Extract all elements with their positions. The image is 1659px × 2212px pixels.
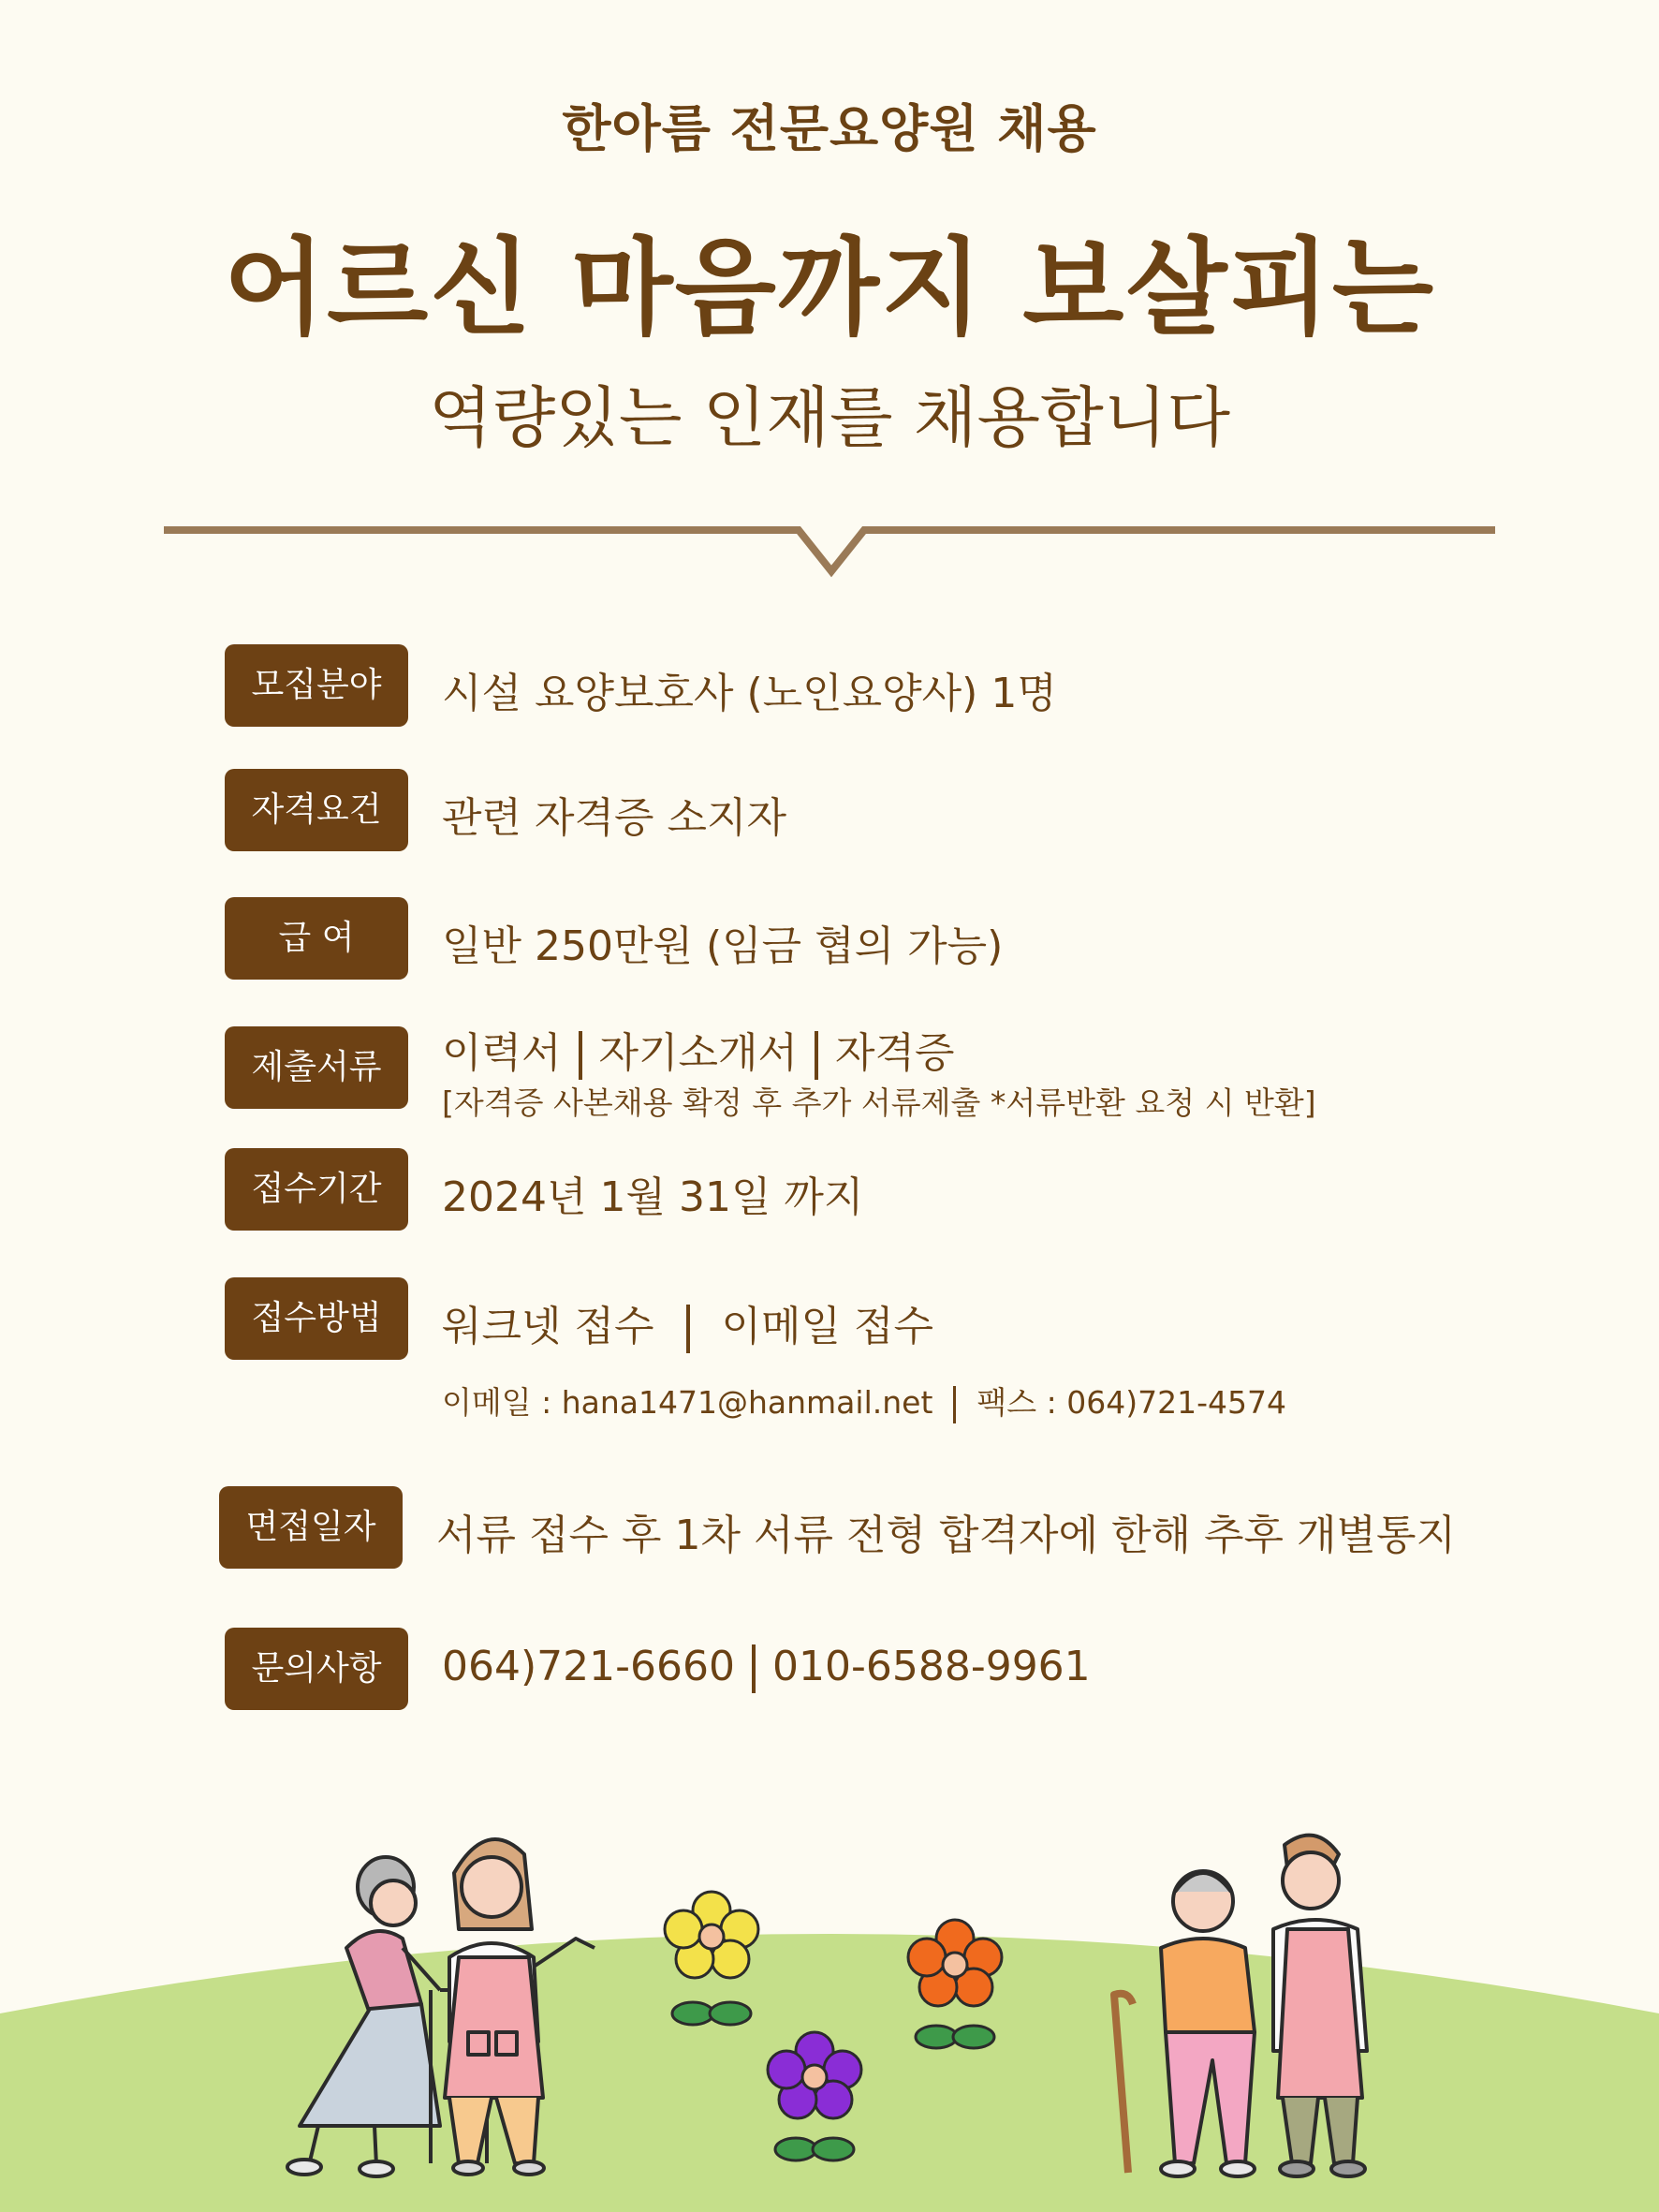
- care-illustration: [0, 1817, 1659, 2212]
- documents-list: [442, 1019, 955, 1080]
- documents-note: [자격증 사본채용 확정 후 추가 서류제출 *서류반환 요청 시 반환]: [442, 1084, 1316, 1121]
- phone-number: 064)721-6660: [442, 1643, 735, 1690]
- qualification-value: 관련 자격증 소지자: [442, 794, 787, 842]
- interview-value: 서류 접수 후 1차 서류 전형 합격자에 한해 추후 개별통지: [436, 1512, 1456, 1559]
- period-value: 2024년 1월 31일 까지: [442, 1173, 864, 1221]
- phone-number: 010-6588-9961: [771, 1643, 1091, 1690]
- subtitle: 한아름 전문요양원 채용: [562, 99, 1097, 158]
- qualification-label: 자격요건: [225, 769, 408, 851]
- method-item: 이메일 접수: [721, 1303, 934, 1350]
- contact-label: 문의사항: [225, 1628, 408, 1710]
- document-item: 이력서: [442, 1029, 562, 1077]
- method-item: 워크넷 접수: [442, 1303, 654, 1350]
- separator: [752, 1644, 756, 1693]
- documents-label: 제출서류: [225, 1026, 408, 1109]
- interview-label: 면접일자: [219, 1486, 403, 1569]
- document-item: 자격증: [835, 1029, 955, 1077]
- method-list: [442, 1292, 933, 1353]
- fax-text: 팩스 : 064)721-4574: [976, 1384, 1286, 1421]
- separator: [579, 1031, 582, 1080]
- document-item: 자기소개서: [598, 1029, 799, 1077]
- period-label: 접수기간: [225, 1148, 408, 1231]
- method-contact: [442, 1379, 1286, 1423]
- salary-label: 급 여: [225, 897, 408, 980]
- salary-value: 일반 250만원 (임금 협의 가능): [442, 922, 1004, 970]
- divider: [0, 515, 1659, 590]
- contact-phones: [442, 1643, 1091, 1693]
- headline: 어르신 마음까지 보살피는: [223, 228, 1436, 349]
- field-label: 모집분야: [225, 644, 408, 727]
- tagline: 역량있는 인재를 채용합니다: [429, 379, 1230, 456]
- separator: [686, 1305, 690, 1353]
- email-text: 이메일 : hana1471@hanmail.net: [442, 1384, 933, 1421]
- separator: [815, 1031, 818, 1080]
- separator: [953, 1386, 956, 1423]
- method-label: 접수방법: [225, 1277, 408, 1360]
- field-value: 시설 요양보호사 (노인요양사) 1명: [442, 670, 1057, 717]
